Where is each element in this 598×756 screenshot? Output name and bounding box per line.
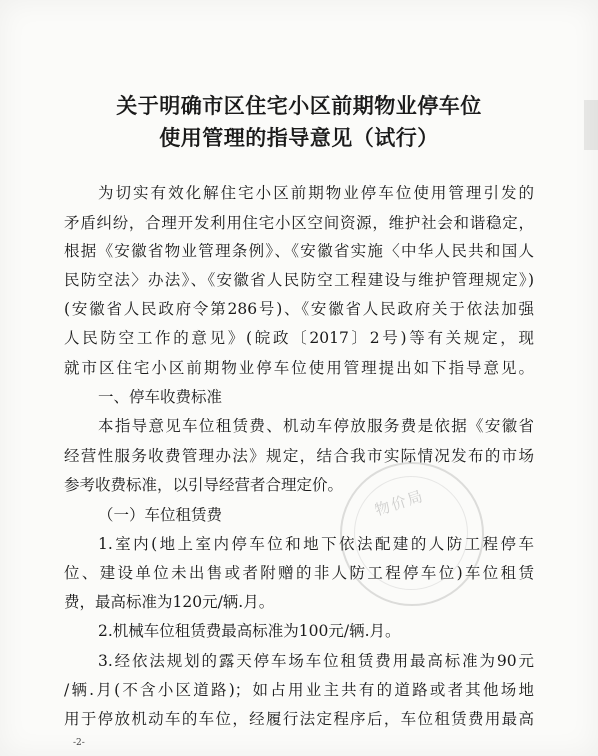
body-line-2: 矛盾纠纷，合理开发利用住宅小区空间资源，维护社会和谐稳定， [64, 214, 534, 232]
body-line-10: 经营性服务收费管理办法》规定，结合我市实际情况发布的市场 [64, 447, 534, 465]
body-line-18: /辆.月(不含小区道路)；如占用业主共有的道路或者其他场地 [64, 681, 534, 699]
body-line-7: 就市区住宅小区前期物业停车位使用管理提出如下指导意见。 [64, 359, 534, 377]
body-line-9: 本指导意见车位租赁费、机动车停放服务费是依据《安徽省 [98, 417, 534, 435]
body-line-1: 为切实有效化解住宅小区前期物业停车位使用管理引发的 [98, 184, 534, 202]
body-line-15: 费，最高标准为120元/辆.月。 [64, 593, 275, 611]
body-line-4: 民防空法〉办法》、《安徽省人民防空工程建设与维护管理规定》) [64, 271, 534, 289]
body-line-19: 用于停放机动车的车位，经履行法定程序后，车位租赁费用最高 [64, 710, 534, 728]
official-seal-text: 物价局 [372, 486, 427, 520]
body-line-11: 参考收费标准，以引导经营者合理定价。 [64, 476, 344, 494]
body-line-14: 位、建设单位未出售或者附赠的非人防工程停车位)车位租赁 [64, 564, 534, 582]
document-title-line-1: 关于明确市区住宅小区前期物业停车位 [116, 94, 482, 118]
body-line-6: 人民防空工作的意见》(皖政〔2017〕2号)等有关规定，现 [64, 329, 534, 347]
body-line-3: 根据《安徽省物业管理条例》、《安徽省实施〈中华人民共和国人 [64, 242, 534, 260]
section-heading-parking-fee-standard: 一、停车收费标准 [98, 388, 223, 406]
subsection-heading-space-rental-fee: （一）车位租赁费 [98, 506, 223, 524]
body-line-13: 1.室内(地上室内停车位和地下依法配建的人防工程停车 [98, 535, 534, 553]
body-line-17: 3.经依法规划的露天停车场车位租赁费用最高标准为90元 [98, 652, 534, 670]
document-title-line-2: 使用管理的指导意见（试行） [159, 126, 439, 150]
body-line-16: 2.机械车位租赁费最高标准为100元/辆.月。 [98, 622, 401, 640]
body-line-5: (安徽省人民政府令第286号)、《安徽省人民政府关于依法加强 [64, 300, 534, 318]
page-number: -2- [73, 738, 85, 748]
